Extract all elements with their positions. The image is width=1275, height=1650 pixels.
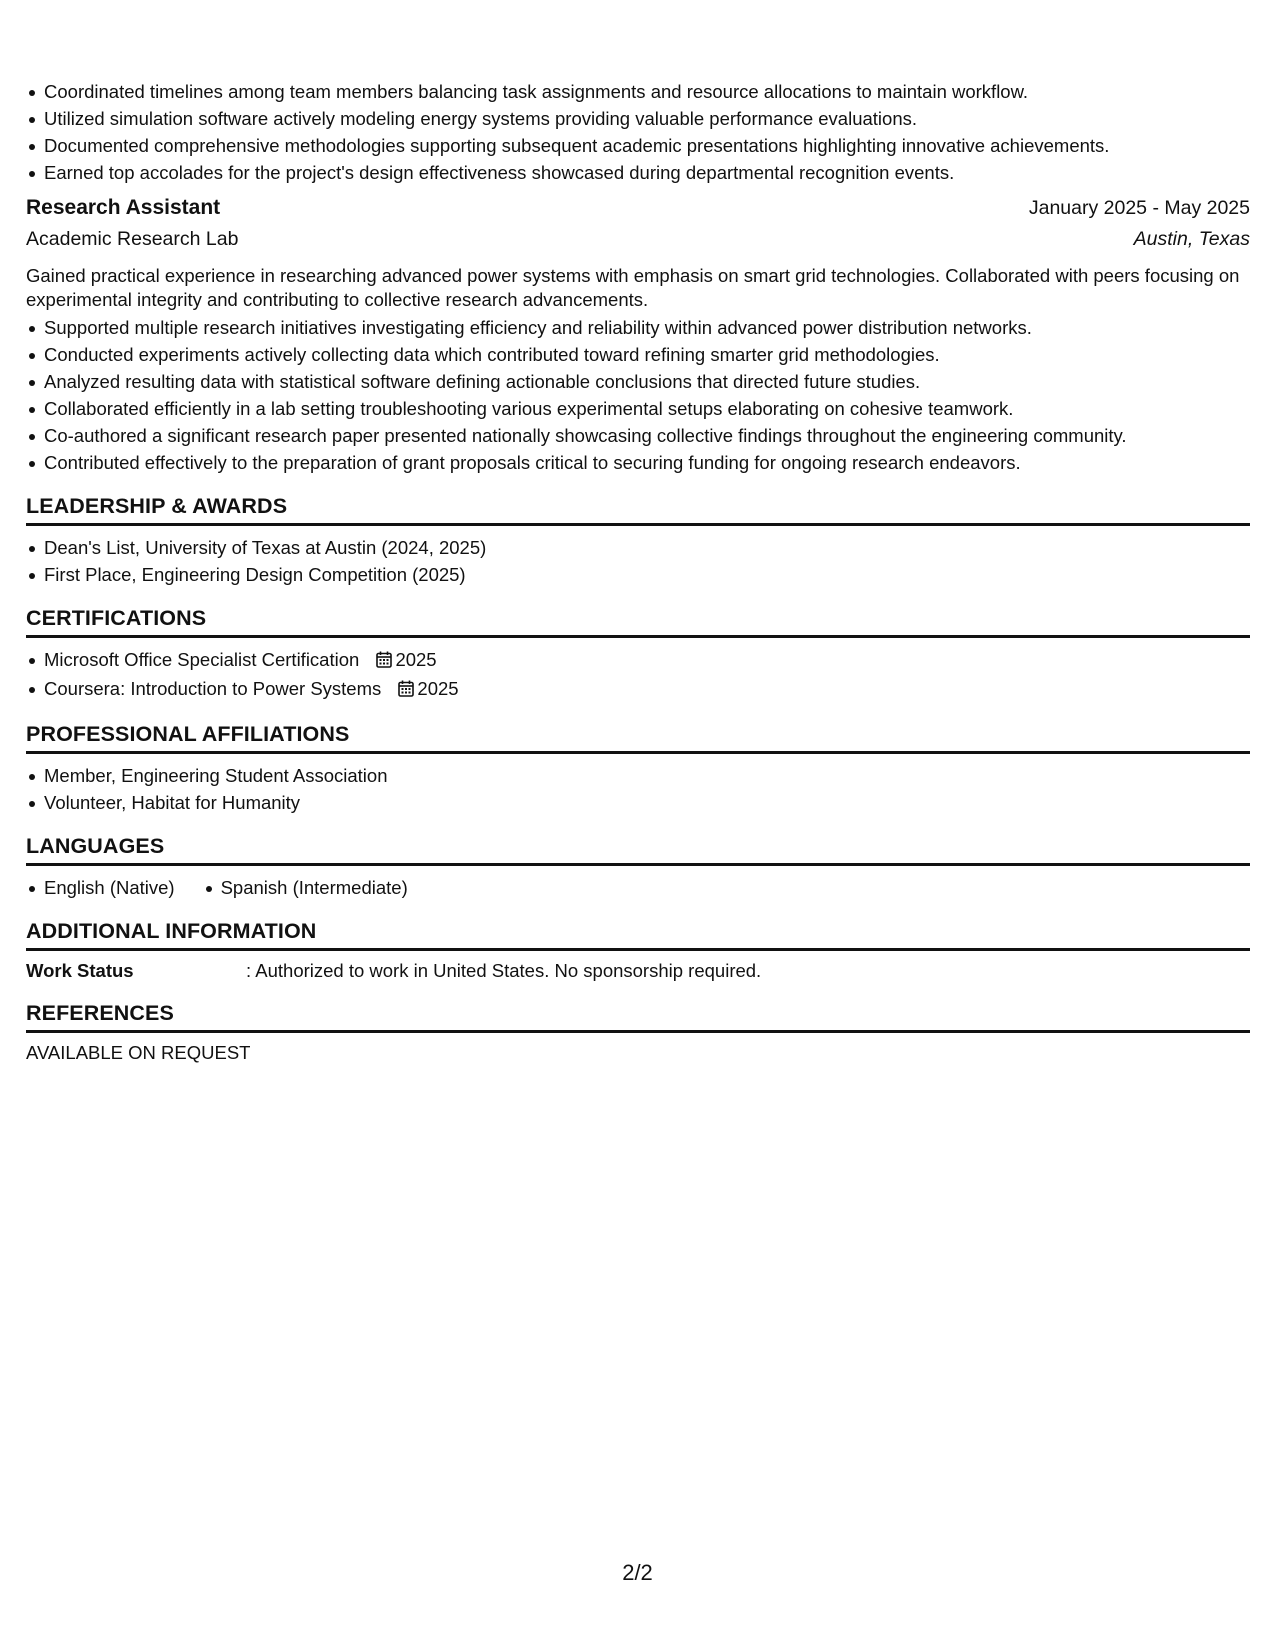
- resume-page-2: [26, 78, 1250, 1065]
- job-bullets: [26, 314, 1250, 476]
- references-text: AVAILABLE ON REQUEST: [26, 1042, 251, 1063]
- list-item: Contributed effectively to the preparation of grant proposals critical to securing funding for ongoing research endeavors.: [44, 449, 1250, 476]
- section-title-additional: ADDITIONAL INFORMATION: [26, 919, 1250, 951]
- work-status-label: Work Status: [26, 960, 134, 981]
- job-header: [26, 196, 1250, 226]
- job-summary: Gained practical experience in researching advanced power systems with emphasis on smart grid technologies. Collaborated with peers focusing on experimental integrity and contributing to collective research advancements.: [26, 265, 1240, 310]
- list-item: First Place, Engineering Design Competition (2025): [44, 561, 1250, 588]
- page-number: 2/2: [622, 1560, 653, 1585]
- previous-job-bullets: [26, 78, 1250, 186]
- list-item: Supported multiple research initiatives investigating efficiency and reliability within advanced power distribution networks.: [44, 314, 1250, 341]
- section-title-references: REFERENCES: [26, 1001, 1250, 1033]
- list-item: Conducted experiments actively collecting data which contributed toward refining smarter grid methodologies.: [44, 341, 1250, 368]
- list-item: Dean's List, University of Texas at Austin (2024, 2025): [44, 534, 1250, 561]
- list-item: Coordinated timelines among team members balancing task assignments and resource allocations to maintain workflow.: [44, 78, 1250, 105]
- language-item: English (Native): [44, 874, 175, 901]
- section-title-affiliations: PROFESSIONAL AFFILIATIONS: [26, 722, 1250, 754]
- section-title-languages: LANGUAGES: [26, 834, 1250, 866]
- work-status-row: [26, 959, 1250, 983]
- list-item: Analyzed resulting data with statistical software defining actionable conclusions that directed future studies.: [44, 368, 1250, 395]
- job-dates: January 2025 - May 2025: [1028, 197, 1250, 219]
- certification-year: 2025: [417, 678, 459, 699]
- work-status-value: : Authorized to work in United States. No sponsorship required.: [246, 960, 762, 981]
- list-item: Documented comprehensive methodologies supporting subsequent academic presentations highlighting innovative achievements.: [44, 132, 1250, 159]
- certification-name: Microsoft Office Specialist Certification: [44, 649, 360, 670]
- list-item: Utilized simulation software actively modeling energy systems providing valuable performance evaluations.: [44, 105, 1250, 132]
- list-item: Volunteer, Habitat for Humanity: [44, 789, 1250, 816]
- job-title: Research Assistant: [26, 196, 221, 219]
- language-item: Spanish (Intermediate): [221, 874, 408, 901]
- certification-item: [44, 675, 1250, 704]
- certification-name: Coursera: Introduction to Power Systems: [44, 678, 382, 699]
- affiliations-list: [26, 762, 1250, 816]
- job-subheader: [26, 228, 1250, 258]
- job-location: Austin, Texas: [1133, 228, 1250, 250]
- leadership-list: [26, 534, 1250, 588]
- job-entry-research-assistant: [26, 196, 1250, 476]
- certification-item: [44, 646, 1250, 675]
- calendar-icon: [398, 677, 414, 704]
- list-item: Member, Engineering Student Association: [44, 762, 1250, 789]
- section-title-leadership: LEADERSHIP & AWARDS: [26, 494, 1250, 526]
- list-item: Collaborated efficiently in a lab setting troubleshooting various experimental setups elaborating on cohesive teamwork.: [44, 395, 1250, 422]
- certification-year: 2025: [395, 649, 437, 670]
- list-item: Co-authored a significant research paper presented nationally showcasing collective findings throughout the engineering community.: [44, 422, 1250, 449]
- list-item: Earned top accolades for the project's design effectiveness showcased during departmental recognition events.: [44, 159, 1250, 186]
- certifications-list: [26, 646, 1250, 704]
- job-company: Academic Research Lab: [26, 228, 239, 250]
- section-title-certifications: CERTIFICATIONS: [26, 606, 1250, 638]
- calendar-icon: [376, 648, 392, 675]
- languages-list: [26, 874, 1250, 901]
